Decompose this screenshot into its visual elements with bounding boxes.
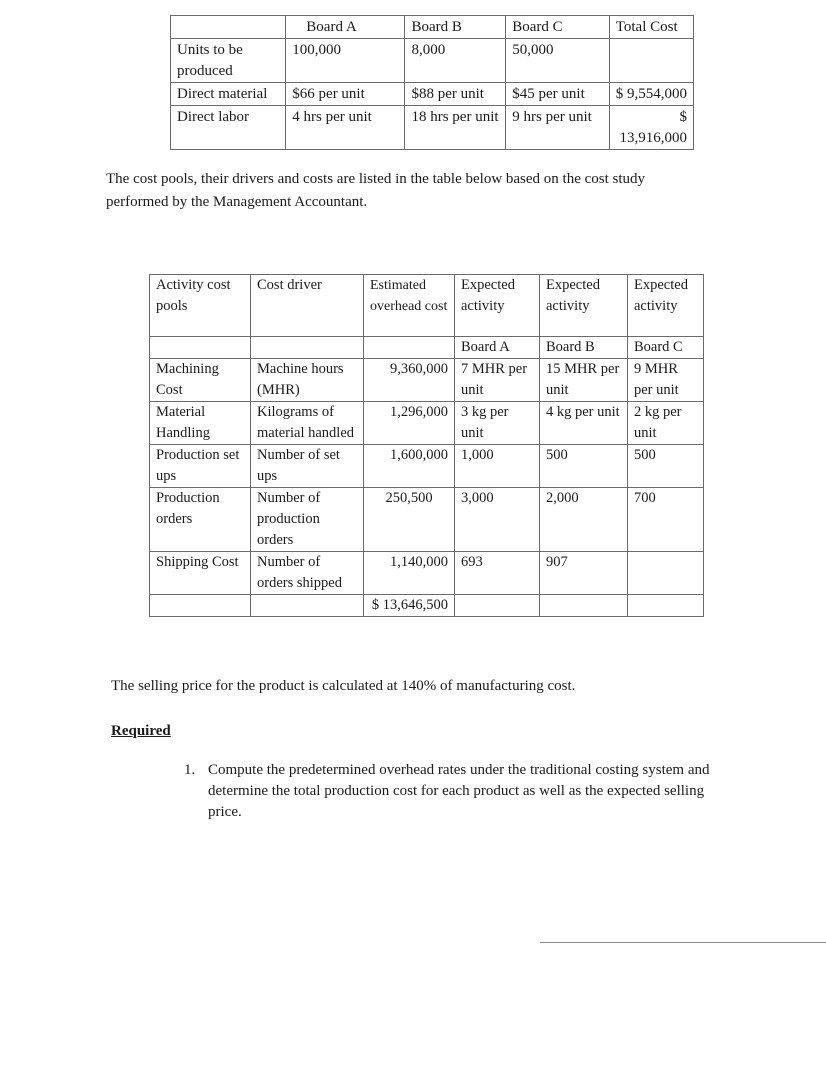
header-cell <box>251 337 364 359</box>
table-cell <box>455 595 540 617</box>
cost-pool-table <box>149 274 704 617</box>
table-cell: Material Handling <box>150 402 251 445</box>
table-row <box>150 552 704 595</box>
header-cell: Expected activity <box>540 275 628 337</box>
table-cell: 7 MHR per unit <box>455 359 540 402</box>
table-header-row <box>171 16 694 39</box>
table-cell: $66 per unit <box>286 83 405 106</box>
table-cell: 100,000 <box>286 39 405 83</box>
table-cell: 2,000 <box>540 488 628 552</box>
question-item <box>184 760 734 823</box>
total-overhead-cell: $ 13,646,500 <box>364 595 455 617</box>
header-cell <box>171 16 286 39</box>
table-cell: Machine hours (MHR) <box>251 359 364 402</box>
table-cell: 250,500 <box>364 488 455 552</box>
header-cell <box>364 337 455 359</box>
header-cell: Board C <box>506 16 609 39</box>
table-cell: 907 <box>540 552 628 595</box>
table-cell <box>251 595 364 617</box>
table-header-row <box>150 275 704 337</box>
table-cell: 700 <box>628 488 704 552</box>
header-cell: Board B <box>405 16 506 39</box>
table-total-row <box>150 595 704 617</box>
header-cell: Cost driver <box>251 275 364 337</box>
table-cell: Number of set ups <box>251 445 364 488</box>
table-cell <box>609 39 693 83</box>
table-cell: Production orders <box>150 488 251 552</box>
table-cell: 9 hrs per unit <box>506 106 609 150</box>
table-cell: 500 <box>540 445 628 488</box>
unit-cost-table <box>170 15 694 150</box>
table-cell: 9 MHR per unit <box>628 359 704 402</box>
header-cell: Total Cost <box>609 16 693 39</box>
table-cell: 1,140,000 <box>364 552 455 595</box>
required-heading: Required <box>111 723 171 739</box>
table-subheader-row <box>150 337 704 359</box>
table-cell: 693 <box>455 552 540 595</box>
table-cell: $ 13,916,000 <box>609 106 693 150</box>
header-cell: Expected activity <box>455 275 540 337</box>
table-cell: 2 kg per unit <box>628 402 704 445</box>
question-text: Compute the predetermined overhead rates under the traditional costing system and determine the total production cost for each product as well as the expected selling price. <box>208 762 710 820</box>
table-cell: Number of production orders <box>251 488 364 552</box>
table-cell: 50,000 <box>506 39 609 83</box>
header-cell: Activity cost pools <box>150 275 251 337</box>
table-row <box>171 83 694 106</box>
table-cell: $88 per unit <box>405 83 506 106</box>
table-row <box>150 402 704 445</box>
table-cell: Machining Cost <box>150 359 251 402</box>
table-cell: 4 hrs per unit <box>286 106 405 150</box>
table-cell: 4 kg per unit <box>540 402 628 445</box>
table-cell: 1,600,000 <box>364 445 455 488</box>
table-cell: 8,000 <box>405 39 506 83</box>
header-cell: Board A <box>286 16 405 39</box>
table-cell <box>628 552 704 595</box>
header-cell: Board B <box>540 337 628 359</box>
table-row <box>171 39 694 83</box>
table-row <box>150 445 704 488</box>
intro-paragraph: The cost pools, their drivers and costs are listed in the table below based on the cost study performed by the Management Accountant. <box>106 171 646 210</box>
table-cell: $ 9,554,000 <box>609 83 693 106</box>
table-cell: 3 kg per unit <box>455 402 540 445</box>
table-cell <box>628 595 704 617</box>
table-cell: 9,360,000 <box>364 359 455 402</box>
divider <box>540 942 826 943</box>
header-cell: Board A <box>455 337 540 359</box>
table-cell <box>540 595 628 617</box>
table-cell: $45 per unit <box>506 83 609 106</box>
table-row <box>150 359 704 402</box>
row-label: Units to be produced <box>171 39 286 83</box>
table-cell: 3,000 <box>455 488 540 552</box>
selling-price-paragraph: The selling price for the product is calculated at 140% of manufacturing cost. <box>111 678 576 694</box>
row-label: Direct labor <box>171 106 286 150</box>
header-cell: Expected activity <box>628 275 704 337</box>
table-cell <box>150 595 251 617</box>
table-cell: Shipping Cost <box>150 552 251 595</box>
table-cell: Kilograms of material handled <box>251 402 364 445</box>
row-label: Direct material <box>171 83 286 106</box>
table-cell: 15 MHR per unit <box>540 359 628 402</box>
table-row <box>150 488 704 552</box>
header-cell: Estimated overhead cost <box>364 275 455 337</box>
table-cell: 18 hrs per unit <box>405 106 506 150</box>
table-cell: Number of orders shipped <box>251 552 364 595</box>
header-cell <box>150 337 251 359</box>
question-number: 1. <box>184 762 196 778</box>
table-cell: 1,000 <box>455 445 540 488</box>
table-cell: 1,296,000 <box>364 402 455 445</box>
table-row <box>171 106 694 150</box>
header-cell: Board C <box>628 337 704 359</box>
table-cell: 500 <box>628 445 704 488</box>
table-cell: Production set ups <box>150 445 251 488</box>
